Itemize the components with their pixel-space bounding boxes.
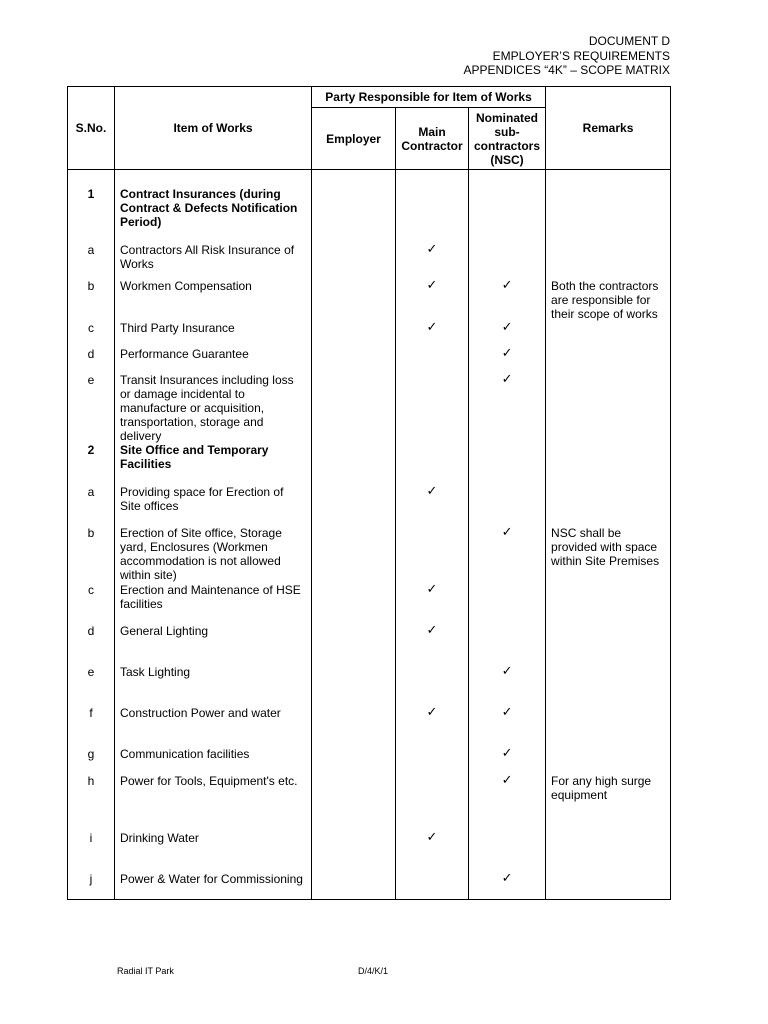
remarks-cell [546, 624, 671, 665]
employer-cell [312, 583, 396, 624]
employer-cell [312, 485, 396, 526]
remarks-cell: NSC shall be provided with space within Site Premises [546, 526, 671, 582]
nsc-cell: ✓ [469, 747, 546, 774]
nsc-cell [469, 187, 546, 243]
sno-cell: d [68, 624, 115, 665]
sno-cell: g [68, 747, 115, 774]
main-contractor-cell: ✓ [396, 243, 469, 279]
main-contractor-cell: ✓ [396, 583, 469, 624]
item-of-works-cell: Erection of Site office, Storage yard, Enclosures (Workmen accommodation is not allowed within site) [115, 526, 312, 582]
main-contractor-cell [396, 187, 469, 243]
table-row [68, 526, 671, 582]
sno-cell: a [68, 485, 115, 526]
item-of-works-cell: Third Party Insurance [115, 321, 312, 347]
header-sno: S.No. [68, 87, 115, 170]
table-row [68, 279, 671, 321]
main-contractor-cell: ✓ [396, 624, 469, 665]
table-row [68, 774, 671, 831]
nsc-cell [469, 443, 546, 485]
spacer-cell [68, 170, 115, 187]
spacer-cell [469, 170, 546, 187]
sno-cell: b [68, 526, 115, 582]
table-row [68, 872, 671, 899]
employer-cell [312, 624, 396, 665]
employer-cell [312, 831, 396, 872]
nsc-cell: ✓ [469, 321, 546, 347]
spacer-row [68, 170, 671, 187]
table-row [68, 747, 671, 774]
item-of-works-cell: Transit Insurances including loss or damage incidental to manufacture or acquisition, transportation, storage and delivery [115, 373, 312, 443]
nsc-cell [469, 624, 546, 665]
nsc-cell: ✓ [469, 872, 546, 899]
employer-cell [312, 526, 396, 582]
sno-cell: a [68, 243, 115, 279]
main-contractor-cell: ✓ [396, 706, 469, 747]
main-contractor-cell [396, 747, 469, 774]
employer-cell [312, 321, 396, 347]
sno-cell: i [68, 831, 115, 872]
sno-cell: j [68, 872, 115, 899]
remarks-cell: For any high surge equipment [546, 774, 671, 831]
document-title: DOCUMENT D [588, 34, 670, 48]
main-contractor-cell: ✓ [396, 831, 469, 872]
nsc-cell: ✓ [469, 526, 546, 582]
item-of-works-cell: Performance Guarantee [115, 347, 312, 373]
sno-cell: d [68, 347, 115, 373]
remarks-cell [546, 373, 671, 443]
table-row [68, 347, 671, 373]
main-contractor-cell: ✓ [396, 485, 469, 526]
table-row [68, 485, 671, 526]
item-of-works-cell: Contract Insurances (during Contract & Defects Notification Period) [115, 187, 312, 243]
table-row [68, 321, 671, 347]
item-of-works-cell: Site Office and Temporary Facilities [115, 443, 312, 485]
table-row [68, 706, 671, 747]
main-contractor-cell [396, 347, 469, 373]
remarks-cell [546, 747, 671, 774]
employer-cell [312, 187, 396, 243]
nsc-cell [469, 831, 546, 872]
nsc-cell: ✓ [469, 373, 546, 443]
table-row [68, 583, 671, 624]
item-of-works-cell: Construction Power and water [115, 706, 312, 747]
remarks-cell: Both the contractors are responsible for their scope of works [546, 279, 671, 321]
item-of-works-cell: Erection and Maintenance of HSE facilities [115, 583, 312, 624]
employer-cell [312, 774, 396, 831]
remarks-cell [546, 831, 671, 872]
nsc-cell: ✓ [469, 706, 546, 747]
nsc-cell [469, 243, 546, 279]
main-contractor-cell [396, 774, 469, 831]
spacer-cell [396, 170, 469, 187]
item-of-works-cell: Communication facilities [115, 747, 312, 774]
employer-cell [312, 243, 396, 279]
nsc-cell: ✓ [469, 279, 546, 321]
main-contractor-cell [396, 443, 469, 485]
main-contractor-cell [396, 526, 469, 582]
item-of-works-cell: Providing space for Erection of Site offices [115, 485, 312, 526]
main-contractor-cell: ✓ [396, 321, 469, 347]
item-of-works-cell: Workmen Compensation [115, 279, 312, 321]
remarks-cell [546, 443, 671, 485]
sno-cell: c [68, 583, 115, 624]
header-nsc: Nominated sub-contractors (NSC) [469, 108, 546, 170]
employer-cell [312, 747, 396, 774]
spacer-cell [546, 170, 671, 187]
nsc-cell [469, 485, 546, 526]
employer-cell [312, 443, 396, 485]
header-employer: Employer [312, 108, 396, 170]
main-contractor-cell [396, 872, 469, 899]
header-party-responsible: Party Responsible for Item of Works [312, 87, 546, 108]
main-contractor-cell [396, 665, 469, 706]
appendix-title: APPENDICES “4K” – SCOPE MATRIX [463, 63, 670, 77]
sno-cell: e [68, 665, 115, 706]
employer-cell [312, 872, 396, 899]
remarks-cell [546, 665, 671, 706]
table-row [68, 243, 671, 279]
item-of-works-cell: Contractors All Risk Insurance of Works [115, 243, 312, 279]
sno-cell: 2 [68, 443, 115, 485]
document-subtitle: EMPLOYER’S REQUIREMENTS [492, 48, 670, 63]
nsc-cell [469, 583, 546, 624]
remarks-cell [546, 485, 671, 526]
remarks-cell [546, 872, 671, 899]
sno-cell: 1 [68, 187, 115, 243]
employer-cell [312, 373, 396, 443]
header-remarks: Remarks [546, 87, 671, 170]
item-of-works-cell: Power & Water for Commissioning [115, 872, 312, 899]
remarks-cell [546, 706, 671, 747]
header-item-of-works: Item of Works [115, 87, 312, 170]
item-of-works-cell: General Lighting [115, 624, 312, 665]
nsc-cell: ✓ [469, 665, 546, 706]
sno-cell: e [68, 373, 115, 443]
employer-cell [312, 706, 396, 747]
header-main-contractor: Main Contractor [396, 108, 469, 170]
spacer-cell [115, 170, 312, 187]
remarks-cell [546, 243, 671, 279]
employer-cell [312, 279, 396, 321]
footer-page-ref: D/4/K/1 [358, 966, 389, 976]
table-row [68, 443, 671, 485]
sno-cell: f [68, 706, 115, 747]
nsc-cell: ✓ [469, 774, 546, 831]
document-header [464, 34, 671, 78]
remarks-cell [546, 583, 671, 624]
table-row [68, 624, 671, 665]
sno-cell: h [68, 774, 115, 831]
spacer-cell [312, 170, 396, 187]
table-row [68, 373, 671, 443]
table-row [68, 187, 671, 243]
employer-cell [312, 347, 396, 373]
table-row [68, 831, 671, 872]
footer-project-name: Radial IT Park [117, 966, 174, 976]
nsc-cell: ✓ [469, 347, 546, 373]
sno-cell: b [68, 279, 115, 321]
remarks-cell [546, 347, 671, 373]
scope-matrix-table [67, 86, 671, 900]
employer-cell [312, 665, 396, 706]
sno-cell: c [68, 321, 115, 347]
item-of-works-cell: Drinking Water [115, 831, 312, 872]
item-of-works-cell: Task Lighting [115, 665, 312, 706]
table-row [68, 665, 671, 706]
item-of-works-cell: Power for Tools, Equipment's etc. [115, 774, 312, 831]
matrix-body [68, 170, 671, 900]
remarks-cell [546, 187, 671, 243]
main-contractor-cell [396, 373, 469, 443]
remarks-cell [546, 321, 671, 347]
main-contractor-cell: ✓ [396, 279, 469, 321]
